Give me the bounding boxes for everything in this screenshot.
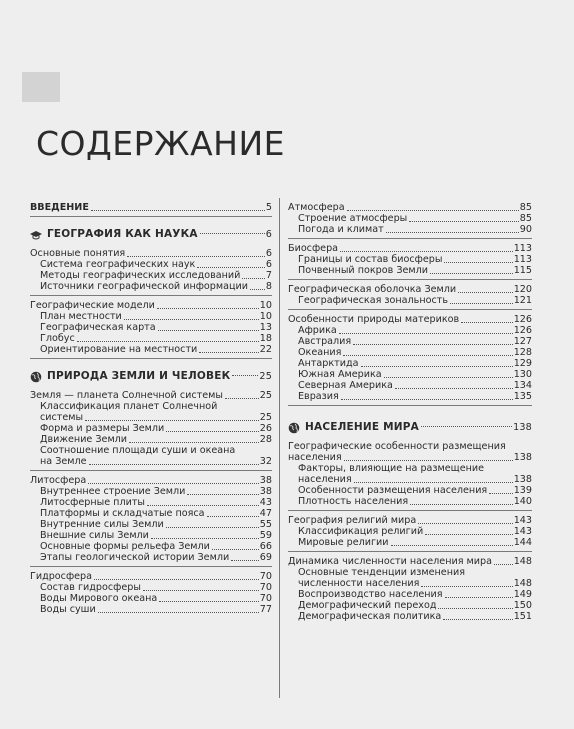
leader-dots: [461, 322, 513, 323]
group-separator: [288, 510, 532, 511]
toc-entry-title: География религий мира: [288, 515, 417, 526]
toc-entry-title: Демографическая политика: [298, 611, 442, 622]
toc-subentry[interactable]: [288, 589, 532, 600]
section-header-population[interactable]: [288, 421, 532, 434]
toc-entry-page: 148: [513, 556, 532, 567]
toc-entry[interactable]: [30, 300, 272, 311]
leader-dots: [207, 516, 259, 517]
toc-entry-title: Внутренние силы Земли: [40, 519, 164, 530]
toc-entry-page: 129: [513, 358, 532, 369]
group-separator: [30, 470, 272, 471]
toc-entry-title: Особенности природы материков: [288, 314, 460, 325]
toc-entry-page: 113: [513, 254, 532, 265]
group-separator: [288, 279, 532, 280]
toc-entry-title: системы: [40, 412, 84, 423]
toc-entry-title: Этапы геологической истории Земли: [40, 552, 230, 563]
leader-dots: [384, 377, 513, 378]
toc-entry-page: 128: [513, 347, 532, 358]
toc-subentry[interactable]: [288, 611, 532, 622]
toc-entry-page: 140: [513, 496, 532, 507]
toc-subentry[interactable]: [30, 582, 272, 593]
section-title: ПРИРОДА ЗЕМЛИ И ЧЕЛОВЕК: [47, 370, 231, 382]
toc-subentry[interactable]: [288, 213, 532, 224]
toc-entry-title: Южная Америка: [298, 369, 382, 380]
toc-entry-page: 25: [259, 390, 272, 401]
toc-subentry[interactable]: [30, 259, 272, 270]
leader-dots: [341, 399, 513, 400]
section-page: 25: [259, 371, 272, 382]
toc-subentry[interactable]: [30, 508, 272, 519]
leader-dots: [410, 504, 513, 505]
toc-entry-page: 70: [259, 582, 272, 593]
toc-entry-title: Воды суши: [40, 604, 96, 615]
leader-dots: [200, 233, 265, 234]
page-title: СОДЕРЖАНИЕ: [36, 124, 286, 163]
leader-dots: [158, 330, 259, 331]
toc-entry-page: 22: [259, 344, 272, 355]
leader-dots: [418, 523, 512, 524]
leader-dots: [421, 586, 512, 587]
toc-entry-page: 6: [265, 259, 272, 270]
section-title: НАСЕЛЕНИЕ МИРА: [305, 421, 419, 433]
leader-dots: [157, 308, 259, 309]
toc-entry-page: 126: [513, 325, 532, 336]
toc-entry-title: Литосферные плиты: [40, 497, 145, 508]
leader-dots: [443, 619, 512, 620]
leader-dots: [421, 426, 512, 427]
leader-dots: [85, 420, 259, 421]
leader-dots: [232, 375, 258, 376]
toc-entry-title: Географическая зональность: [298, 295, 448, 306]
leader-dots: [444, 262, 512, 263]
group-separator: [288, 309, 532, 310]
toc-entry-title: Особенности размещения населения: [298, 485, 488, 496]
toc-entry-page: 38: [259, 475, 272, 486]
toc-subentry[interactable]: [288, 369, 532, 380]
toc-subentry[interactable]: [288, 336, 532, 347]
toc-entry-page: 7: [265, 270, 272, 281]
toc-entry-title: на Земле: [40, 456, 87, 467]
toc-entry-page: 127: [513, 336, 532, 347]
toc-entry-title: Строение атмосферы: [298, 213, 408, 224]
toc-entry[interactable]: [288, 515, 532, 526]
leader-dots: [166, 527, 259, 528]
toc-entry-title: Воспроизводство населения: [298, 589, 443, 600]
toc-subentry[interactable]: [288, 391, 532, 402]
leader-dots: [425, 534, 513, 535]
toc-subentry[interactable]: [30, 281, 272, 292]
leader-dots: [187, 494, 258, 495]
leader-dots: [430, 273, 513, 274]
spacer: [30, 363, 272, 370]
toc-entry-page: 66: [259, 541, 272, 552]
toc-entry-line[interactable]: Географические особенности размещения: [288, 441, 506, 452]
toc-entry-title: численности населения: [298, 578, 420, 589]
toc-entry-page: 135: [513, 391, 532, 402]
toc-entry-title: Евразия: [298, 391, 339, 402]
toc-entry-page: 77: [259, 604, 272, 615]
toc-entry-page: 26: [259, 423, 272, 434]
toc-entry-page: 138: [513, 452, 532, 463]
leader-dots: [494, 564, 513, 565]
leader-dots: [354, 482, 513, 483]
leader-dots: [166, 431, 259, 432]
toc-entry-title: Форма и размеры Земли: [40, 423, 165, 434]
toc-entry-title: Методы географических исследований: [40, 270, 241, 281]
toc-subentry[interactable]: [30, 519, 272, 530]
toc-entry-title: Основные формы рельефа Земли: [40, 541, 210, 552]
toc-subentry[interactable]: [30, 434, 272, 445]
toc-entry-page: 55: [259, 519, 272, 530]
leader-dots: [124, 319, 259, 320]
toc-entry-title: Внутреннее строение Земли: [40, 486, 186, 497]
toc-entry-page: 18: [259, 333, 272, 344]
toc-entry-page: 25: [259, 412, 272, 423]
toc-entry[interactable]: [30, 248, 272, 259]
toc-subentry[interactable]: [30, 270, 272, 281]
toc-subentry[interactable]: [288, 496, 532, 507]
leader-dots: [91, 210, 265, 211]
toc-entry-page: 69: [259, 552, 272, 563]
toc-subentry[interactable]: [288, 485, 532, 496]
leader-dots: [450, 303, 513, 304]
toc-entry-page: 115: [513, 265, 532, 276]
toc-entry-title: Земля — планета Солнечной системы: [30, 390, 223, 401]
toc-subentry[interactable]: [30, 344, 272, 355]
toc-entry-page: 85: [519, 202, 532, 213]
toc-subentry[interactable]: [30, 333, 272, 344]
leader-dots: [77, 341, 259, 342]
toc-subentry[interactable]: [288, 224, 532, 235]
leader-dots: [151, 538, 259, 539]
leader-dots: [340, 251, 513, 252]
leader-dots: [147, 505, 259, 506]
leader-dots: [242, 278, 265, 279]
toc-subentry[interactable]: [30, 604, 272, 615]
toc-entry-title: Система географических наук: [40, 259, 196, 270]
toc-entry-title: План местности: [40, 311, 122, 322]
toc-subentry[interactable]: [288, 347, 532, 358]
leader-dots: [98, 612, 259, 613]
toc-entry-title: Состав гидросферы: [40, 582, 141, 593]
spacer: [288, 434, 532, 441]
toc-entry-page: 120: [513, 284, 532, 295]
toc-subentry[interactable]: [30, 423, 272, 434]
toc-entry-title: Атмосфера: [288, 202, 345, 213]
toc-entry-title: Движение Земли: [40, 434, 128, 445]
toc-entry-title: Основные понятия: [30, 248, 126, 259]
spacer: [30, 241, 272, 248]
toc-entry-title: Внешние силы Земли: [40, 530, 149, 541]
section-separator: [30, 358, 272, 359]
leader-dots: [395, 388, 513, 389]
bleed-image: [22, 72, 60, 102]
leader-dots: [361, 366, 513, 367]
leader-dots: [89, 464, 259, 465]
toc-subentry[interactable]: [30, 593, 272, 604]
toc-subentry[interactable]: [30, 497, 272, 508]
section-separator: [288, 405, 532, 406]
toc-left-column: [30, 202, 272, 615]
graduation-cap-icon: [30, 229, 42, 241]
toc-subentry[interactable]: [30, 530, 272, 541]
leader-dots: [94, 579, 259, 580]
group-separator: [288, 238, 532, 239]
toc-entry-title: населения: [288, 452, 342, 463]
toc-entry-page: 85: [519, 213, 532, 224]
toc-entry-page: 138: [513, 474, 532, 485]
toc-entry-page: 148: [513, 578, 532, 589]
toc-entry-page: 90: [519, 224, 532, 235]
group-separator: [288, 551, 532, 552]
toc-entry[interactable]: [30, 571, 272, 582]
leader-dots: [409, 221, 519, 222]
toc-entry-title: Океания: [298, 347, 342, 358]
toc-entry-title: Платформы и складчатые пояса: [40, 508, 205, 519]
leader-dots: [250, 289, 265, 290]
leader-dots: [212, 549, 259, 550]
section-title: ГЕОГРАФИЯ КАК НАУКА: [47, 228, 198, 240]
toc-entry-page: 144: [513, 537, 532, 548]
toc-entry-title: Ориентирование на местности: [40, 344, 198, 355]
leader-dots: [391, 545, 513, 546]
leader-dots: [199, 352, 259, 353]
leader-dots: [344, 460, 513, 461]
section-separator: [30, 216, 272, 217]
leader-dots: [231, 560, 259, 561]
section-header-nature[interactable]: [30, 370, 272, 383]
toc-entry-page: 59: [259, 530, 272, 541]
toc-subentry[interactable]: [288, 325, 532, 336]
leader-dots: [339, 333, 513, 334]
toc-entry-title: Географическая карта: [40, 322, 156, 333]
toc-subentry[interactable]: [288, 526, 532, 537]
toc-subentry[interactable]: [288, 578, 532, 589]
toc-subentry[interactable]: [30, 486, 272, 497]
toc-entry[interactable]: [288, 452, 532, 463]
toc-entry-page: 13: [259, 322, 272, 333]
spacer: [30, 383, 272, 390]
toc-entry-title: Биосфера: [288, 243, 339, 254]
toc-entry-page: 150: [513, 600, 532, 611]
toc-entry-title: ВВЕДЕНИЕ: [30, 202, 89, 213]
toc-entry-title: Северная Америка: [298, 380, 393, 391]
section-page: 6: [265, 229, 272, 240]
toc-entry-title: Мировые религии: [298, 537, 389, 548]
toc-entry-title: Почвенный покров Земли: [298, 265, 428, 276]
spacer: [30, 221, 272, 228]
toc-entry-page: 139: [513, 485, 532, 496]
leader-dots: [347, 210, 519, 211]
toc-subentry[interactable]: [30, 456, 272, 467]
toc-entry[interactable]: [288, 202, 532, 213]
leader-dots: [159, 601, 259, 602]
toc-entry-page: 151: [513, 611, 532, 622]
leader-dots: [197, 267, 265, 268]
toc-entry-page: 32: [259, 456, 272, 467]
toc-entry-title: Австралия: [298, 336, 352, 347]
toc-entry-title: Динамика численности населения мира: [288, 556, 492, 567]
leader-dots: [129, 442, 259, 443]
globe-icon: [30, 371, 42, 383]
toc-entry-title: Демографический переход: [298, 600, 437, 611]
toc-entry-page: 70: [259, 571, 272, 582]
toc-entry-page: 10: [259, 311, 272, 322]
toc-subentry[interactable]: [288, 380, 532, 391]
toc-subentry[interactable]: [30, 412, 272, 423]
toc-entry[interactable]: [288, 314, 532, 325]
toc-entry-page: 70: [259, 593, 272, 604]
toc-entry-title: Источники географической информации: [40, 281, 249, 292]
toc-entry-page: 8: [265, 281, 272, 292]
toc-entry-page: 6: [265, 248, 272, 259]
toc-subentry[interactable]: [288, 254, 532, 265]
toc-entry[interactable]: [288, 243, 532, 254]
toc-subentry-line[interactable]: Соотношение площади суши и океана: [40, 445, 236, 456]
toc-entry-page: 121: [513, 295, 532, 306]
toc-entry-page: 134: [513, 380, 532, 391]
toc-entry-title: Границы и состав биосферы: [298, 254, 443, 265]
group-separator: [30, 295, 272, 296]
toc-entry-title: Классификация религий: [298, 526, 424, 537]
toc-entry-title: Литосфера: [30, 475, 87, 486]
leader-dots: [143, 590, 259, 591]
leader-dots: [225, 398, 259, 399]
toc-entry-title: Глобус: [40, 333, 75, 344]
toc-entry-title: Африка: [298, 325, 337, 336]
toc-entry-title: населения: [298, 474, 352, 485]
toc-entry-title: Погода и климат: [298, 224, 384, 235]
group-separator: [30, 566, 272, 567]
leader-dots: [127, 256, 265, 257]
toc-right-column: [288, 202, 532, 622]
toc-entry-page: 113: [513, 243, 532, 254]
toc-subentry[interactable]: [288, 265, 532, 276]
leader-dots: [438, 608, 512, 609]
toc-entry-title: Воды Мирового океана: [40, 593, 158, 604]
toc-entry[interactable]: [30, 390, 272, 401]
toc-subentry-line[interactable]: Факторы, влияющие на размещение: [298, 463, 485, 474]
toc-entry-page: 43: [259, 497, 272, 508]
leader-dots: [445, 597, 513, 598]
leader-dots: [386, 232, 519, 233]
toc-entry[interactable]: [288, 556, 532, 567]
toc-subentry[interactable]: [30, 552, 272, 563]
toc-entry-page: 143: [513, 515, 532, 526]
toc-entry-page: 149: [513, 589, 532, 600]
toc-subentry[interactable]: [30, 541, 272, 552]
leader-dots: [88, 483, 259, 484]
toc-entry-title: Гидросфера: [30, 571, 93, 582]
toc-subentry[interactable]: [30, 322, 272, 333]
toc-entry-page: 28: [259, 434, 272, 445]
toc-subentry-line[interactable]: Классификация планет Солнечной: [40, 401, 218, 412]
globe-icon: [288, 422, 300, 434]
toc-entry-title: Антарктида: [298, 358, 359, 369]
toc-subentry[interactable]: [288, 295, 532, 306]
toc-entry[interactable]: [288, 284, 532, 295]
toc-entry-page: 130: [513, 369, 532, 380]
section-page: 138: [513, 422, 532, 433]
leader-dots: [343, 355, 512, 356]
toc-subentry[interactable]: [288, 600, 532, 611]
spacer: [288, 410, 532, 421]
leader-dots: [458, 292, 513, 293]
toc-entry-intro[interactable]: [30, 202, 272, 213]
toc-entry-title: Географическая оболочка Земли: [288, 284, 457, 295]
column-divider: [279, 198, 280, 698]
toc-subentry-line[interactable]: Основные тенденции изменения: [298, 567, 465, 578]
section-header-geography[interactable]: [30, 228, 272, 241]
toc-subentry[interactable]: [288, 474, 532, 485]
toc-entry-page: 38: [259, 486, 272, 497]
toc-entry-page: 143: [513, 526, 532, 537]
toc-entry-page: 47: [259, 508, 272, 519]
toc-entry-title: Географические модели: [30, 300, 155, 311]
toc-entry[interactable]: [30, 475, 272, 486]
toc-entry-title: Плотность населения: [298, 496, 409, 507]
leader-dots: [489, 493, 512, 494]
toc-subentry[interactable]: [30, 311, 272, 322]
toc-entry-page: 5: [265, 202, 272, 213]
toc-entry-page: 10: [259, 300, 272, 311]
leader-dots: [353, 344, 513, 345]
toc-subentry[interactable]: [288, 358, 532, 369]
toc-entry-page: 126: [513, 314, 532, 325]
toc-subentry[interactable]: [288, 537, 532, 548]
